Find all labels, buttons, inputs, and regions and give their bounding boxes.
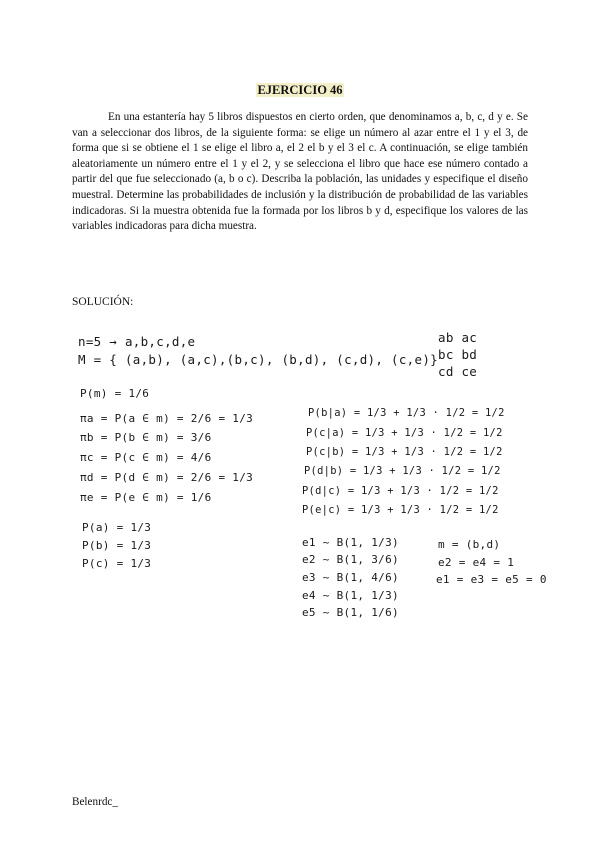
hw-bernoulli-e2: e2 ~ B(1, 3/6) xyxy=(302,553,399,566)
hw-cond-c-given-b: P(c|b) = 1/3 + 1/3 · 1/2 = 1/2 xyxy=(306,446,503,458)
hw-p-m: P(m) = 1/6 xyxy=(80,387,150,400)
author-footer: Belenrdc_ xyxy=(72,796,118,808)
hw-pair-row-3: cd ce xyxy=(438,364,478,379)
exercise-title-text: EJERCICIO 46 xyxy=(257,83,343,97)
hw-pi-b: πb = P(b ∈ m) = 3/6 xyxy=(80,431,212,444)
hw-population-line: n=5 → a,b,c,d,e xyxy=(78,334,196,349)
hw-bernoulli-e3: e3 ~ B(1, 4/6) xyxy=(302,571,399,584)
hw-indicators-one: e2 = e4 = 1 xyxy=(438,556,515,569)
hw-pair-row-2: bc bd xyxy=(438,347,478,362)
hw-pi-c: πc = P(c ∈ m) = 4/6 xyxy=(80,451,212,464)
hw-p-c: P(c) = 1/3 xyxy=(82,557,152,570)
hw-p-b: P(b) = 1/3 xyxy=(82,539,152,552)
hw-sample-m: m = (b,d) xyxy=(438,538,501,551)
hw-pair-row-1: ab ac xyxy=(438,330,478,345)
hw-p-a: P(a) = 1/3 xyxy=(82,521,152,534)
hw-bernoulli-e5: e5 ~ B(1, 1/6) xyxy=(302,606,399,619)
solution-label: SOLUCIÓN: xyxy=(72,296,134,308)
hw-cond-c-given-a: P(c|a) = 1/3 + 1/3 · 1/2 = 1/2 xyxy=(306,427,503,439)
hw-pi-e: πe = P(e ∈ m) = 1/6 xyxy=(80,491,212,504)
hw-cond-d-given-b: P(d|b) = 1/3 + 1/3 · 1/2 = 1/2 xyxy=(304,465,501,477)
hw-bernoulli-e4: e4 ~ B(1, 1/3) xyxy=(302,589,399,602)
hw-cond-e-given-c: P(e|c) = 1/3 + 1/3 · 1/2 = 1/2 xyxy=(302,504,499,516)
hw-bernoulli-e1: e1 ~ B(1, 1/3) xyxy=(302,536,399,549)
hw-sample-space-line: M = { (a,b), (a,c),(b,c), (b,d), (c,d), (c,e)} xyxy=(78,352,438,367)
hw-cond-b-given-a: P(b|a) = 1/3 + 1/3 · 1/2 = 1/2 xyxy=(308,407,505,419)
hw-cond-d-given-c: P(d|c) = 1/3 + 1/3 · 1/2 = 1/2 xyxy=(302,485,499,497)
problem-statement: En una estantería hay 5 libros dispuestos en cierto orden, que denominamos a, b, c, d y e. Se van a seleccionar dos libros, de la siguiente forma: se elige un número al azar entre el 1 y el 3, de forma que si se obtiene el 1 se elige el libro a, el 2 el b y el 3 el c. A continuación, se elige también aleatoriamente un número entre el 1 y el 2, y se selecciona el libro que hace ese número contado a partir del que fue seleccionado (a, b o c). Describa la población, las unidades y especifique el diseño muestral. Determine las probabilidades de inclusión y la distribución de probabilidad de las variables indicadoras. Si la muestra obtenida fue la formada por los libros b y d, especifique los valores de las variables indicadoras para dicha muestra. xyxy=(72,111,528,233)
exercise-title xyxy=(0,83,600,98)
hw-indicators-zero: e1 = e3 = e5 = 0 xyxy=(436,573,547,586)
hw-pi-a: πa = P(a ∈ m) = 2/6 = 1/3 xyxy=(80,412,254,425)
hw-pi-d: πd = P(d ∈ m) = 2/6 = 1/3 xyxy=(80,471,254,484)
